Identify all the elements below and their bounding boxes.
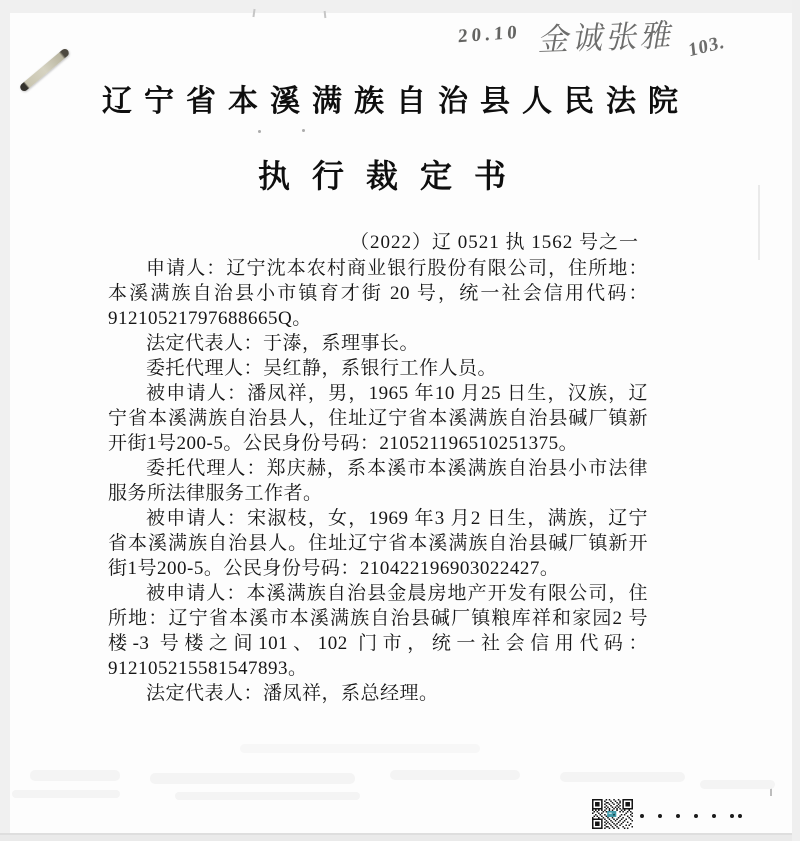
bleed-through xyxy=(30,770,120,781)
dot xyxy=(640,814,644,818)
paragraph-legal-representative: 法定代表人：于溙，系理事长。 xyxy=(146,333,420,354)
handwritten-number-note: 103. xyxy=(687,31,726,62)
dot xyxy=(658,814,662,818)
bleed-through xyxy=(390,770,520,780)
paragraph-respondent-1: 被申请人：潘凤祥，男，1965 年10 月25 日生，汉族，辽宁省本溪满族自治县人，住址辽宁省本溪满族自治县碱厂镇新开街1号200-5。公民身份号码：210521196510251375。 xyxy=(108,383,648,454)
dot xyxy=(694,814,698,818)
paragraph-applicant: 申请人：辽宁沈本农村商业银行股份有限公司，住所地：本溪满族自治县小市镇育才街 20 号，统一社会信用代码：91210521797688665Q。 xyxy=(108,258,648,329)
dot xyxy=(738,814,742,818)
qr-code xyxy=(592,799,633,829)
paragraph-agent-bank: 委托代理人：吴红静，系银行工作人员。 xyxy=(146,358,498,379)
paragraph-respondent-3: 被申请人：本溪满族自治县金晨房地产开发有限公司，住所地：辽宁省本溪市本溪满族自治县碱厂镇粮库祥和家园2 号楼-3 号楼之间101、102 门市，统一社会信用代码：912105215581547893。 xyxy=(108,583,648,679)
handwritten-signature-note: 金诚张雅 xyxy=(536,17,679,58)
bleed-through xyxy=(240,744,480,753)
scan-dot-mark xyxy=(258,130,261,133)
paragraph-agent-legal-service: 委托代理人：郑庆赫，系本溪市本溪满族自治县小市法律服务所法律服务工作者。 xyxy=(108,458,648,504)
bleed-through xyxy=(12,790,120,798)
scan-tick-mark xyxy=(324,11,327,18)
paragraph-respondent-2: 被申请人：宋淑枝，女，1969 年3 月2 日生，满族，辽宁省本溪满族自治县人。住址辽宁省本溪满族自治县碱厂镇新开街1号200-5。公民身份号码：210422196903022427。 xyxy=(108,508,648,579)
dot xyxy=(712,814,716,818)
registration-dots xyxy=(640,814,742,818)
case-number: （2022）辽 0521 执 1562 号之一 xyxy=(350,232,640,253)
bleed-through xyxy=(150,773,355,784)
dot xyxy=(730,814,734,818)
court-name-title: 辽宁省本溪满族自治县人民法院 xyxy=(102,85,690,118)
scan-right-edge xyxy=(792,0,800,841)
dot xyxy=(676,814,680,818)
document-title: 执行裁定书 xyxy=(258,158,529,194)
bleed-through xyxy=(560,772,685,782)
bleed-through xyxy=(175,792,360,800)
document-body xyxy=(108,256,648,706)
scan-dot-mark xyxy=(302,129,305,132)
handwritten-date-note: 20.10 xyxy=(457,21,522,48)
scan-bottom-edge xyxy=(0,833,800,841)
bleed-through xyxy=(700,780,775,789)
scan-shadow-line xyxy=(758,185,760,260)
paragraph-legal-rep-company: 法定代表人：潘凤祥，系总经理。 xyxy=(146,683,439,704)
